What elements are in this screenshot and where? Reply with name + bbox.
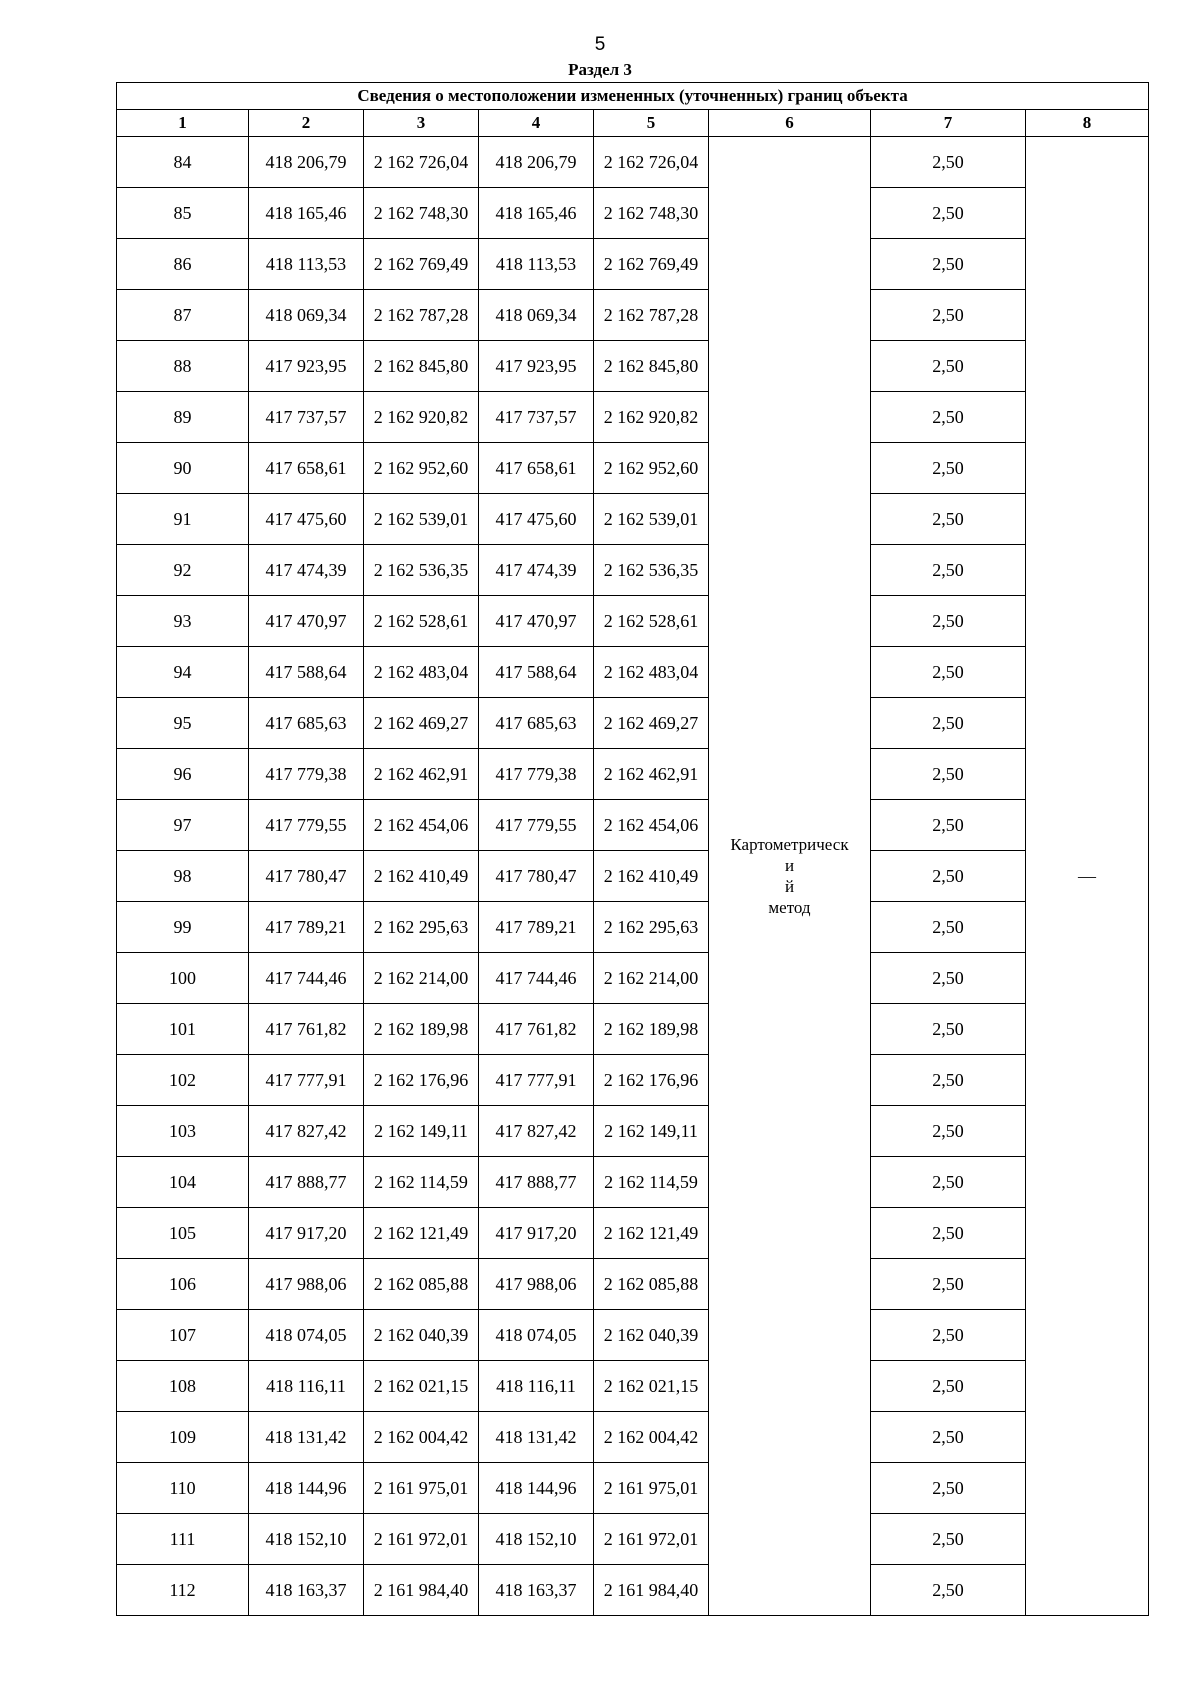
method-text-line: й	[784, 877, 795, 896]
x-new-cell: 417 923,95	[479, 341, 594, 392]
accuracy-cell: 2,50	[871, 647, 1026, 698]
x-new-cell: 418 116,11	[479, 1361, 594, 1412]
y-existing-cell: 2 162 769,49	[364, 239, 479, 290]
point-number-cell: 101	[117, 1004, 249, 1055]
column-number-5: 5	[594, 110, 709, 137]
y-existing-cell: 2 161 984,40	[364, 1565, 479, 1616]
x-existing-cell: 418 165,46	[249, 188, 364, 239]
accuracy-cell: 2,50	[871, 1055, 1026, 1106]
y-existing-cell: 2 162 021,15	[364, 1361, 479, 1412]
y-new-cell: 2 162 410,49	[594, 851, 709, 902]
x-existing-cell: 418 069,34	[249, 290, 364, 341]
point-number-cell: 99	[117, 902, 249, 953]
column-number-7: 7	[871, 110, 1026, 137]
column-number-row	[117, 110, 1149, 137]
y-new-cell: 2 162 769,49	[594, 239, 709, 290]
y-existing-cell: 2 162 748,30	[364, 188, 479, 239]
table-row	[117, 902, 1149, 953]
y-existing-cell: 2 162 454,06	[364, 800, 479, 851]
point-number-cell: 103	[117, 1106, 249, 1157]
table-row	[117, 1208, 1149, 1259]
y-existing-cell: 2 161 975,01	[364, 1463, 479, 1514]
table-row	[117, 647, 1149, 698]
accuracy-cell: 2,50	[871, 1208, 1026, 1259]
y-new-cell: 2 162 462,91	[594, 749, 709, 800]
y-new-cell: 2 161 972,01	[594, 1514, 709, 1565]
x-new-cell: 417 474,39	[479, 545, 594, 596]
accuracy-cell: 2,50	[871, 1259, 1026, 1310]
y-existing-cell: 2 162 214,00	[364, 953, 479, 1004]
y-existing-cell: 2 162 085,88	[364, 1259, 479, 1310]
table-row	[117, 1055, 1149, 1106]
accuracy-cell: 2,50	[871, 800, 1026, 851]
y-new-cell: 2 162 528,61	[594, 596, 709, 647]
point-number-cell: 85	[117, 188, 249, 239]
x-existing-cell: 417 779,38	[249, 749, 364, 800]
x-existing-cell: 417 780,47	[249, 851, 364, 902]
y-existing-cell: 2 162 295,63	[364, 902, 479, 953]
column-number-1: 1	[117, 110, 249, 137]
table-row	[117, 851, 1149, 902]
y-new-cell: 2 162 176,96	[594, 1055, 709, 1106]
method-text-line: метод	[768, 898, 811, 917]
x-new-cell: 418 152,10	[479, 1514, 594, 1565]
x-existing-cell: 417 917,20	[249, 1208, 364, 1259]
y-existing-cell: 2 162 483,04	[364, 647, 479, 698]
point-number-cell: 86	[117, 239, 249, 290]
y-new-cell: 2 162 295,63	[594, 902, 709, 953]
accuracy-cell: 2,50	[871, 1310, 1026, 1361]
point-number-cell: 97	[117, 800, 249, 851]
point-number-cell: 111	[117, 1514, 249, 1565]
table-row	[117, 341, 1149, 392]
x-existing-cell: 417 744,46	[249, 953, 364, 1004]
accuracy-cell: 2,50	[871, 698, 1026, 749]
y-existing-cell: 2 162 952,60	[364, 443, 479, 494]
x-existing-cell: 417 789,21	[249, 902, 364, 953]
x-new-cell: 418 206,79	[479, 137, 594, 188]
y-existing-cell: 2 162 462,91	[364, 749, 479, 800]
y-new-cell: 2 162 726,04	[594, 137, 709, 188]
table-row	[117, 1310, 1149, 1361]
x-existing-cell: 417 658,61	[249, 443, 364, 494]
y-new-cell: 2 162 214,00	[594, 953, 709, 1004]
x-existing-cell: 418 113,53	[249, 239, 364, 290]
x-new-cell: 418 144,96	[479, 1463, 594, 1514]
x-existing-cell: 418 131,42	[249, 1412, 364, 1463]
accuracy-cell: 2,50	[871, 1157, 1026, 1208]
accuracy-cell: 2,50	[871, 1565, 1026, 1616]
table-row	[117, 953, 1149, 1004]
table-row	[117, 1463, 1149, 1514]
y-new-cell: 2 162 845,80	[594, 341, 709, 392]
accuracy-cell: 2,50	[871, 290, 1026, 341]
y-new-cell: 2 162 483,04	[594, 647, 709, 698]
point-number-cell: 102	[117, 1055, 249, 1106]
y-existing-cell: 2 162 845,80	[364, 341, 479, 392]
point-number-cell: 104	[117, 1157, 249, 1208]
point-number-cell: 96	[117, 749, 249, 800]
accuracy-cell: 2,50	[871, 545, 1026, 596]
column-number-6: 6	[709, 110, 871, 137]
x-existing-cell: 417 737,57	[249, 392, 364, 443]
x-new-cell: 417 779,38	[479, 749, 594, 800]
y-new-cell: 2 162 004,42	[594, 1412, 709, 1463]
y-new-cell: 2 162 536,35	[594, 545, 709, 596]
y-existing-cell: 2 162 189,98	[364, 1004, 479, 1055]
column8-cell: —	[1026, 137, 1149, 1616]
column-number-2: 2	[249, 110, 364, 137]
accuracy-cell: 2,50	[871, 1412, 1026, 1463]
y-new-cell: 2 162 121,49	[594, 1208, 709, 1259]
table-row	[117, 545, 1149, 596]
x-new-cell: 418 131,42	[479, 1412, 594, 1463]
x-new-cell: 417 988,06	[479, 1259, 594, 1310]
accuracy-cell: 2,50	[871, 1361, 1026, 1412]
x-existing-cell: 417 475,60	[249, 494, 364, 545]
y-existing-cell: 2 162 149,11	[364, 1106, 479, 1157]
point-number-cell: 100	[117, 953, 249, 1004]
accuracy-cell: 2,50	[871, 494, 1026, 545]
point-number-cell: 108	[117, 1361, 249, 1412]
point-number-cell: 91	[117, 494, 249, 545]
x-new-cell: 417 827,42	[479, 1106, 594, 1157]
table-row	[117, 1514, 1149, 1565]
column-number-8: 8	[1026, 110, 1149, 137]
x-existing-cell: 418 152,10	[249, 1514, 364, 1565]
x-existing-cell: 417 761,82	[249, 1004, 364, 1055]
x-new-cell: 418 163,37	[479, 1565, 594, 1616]
table-row	[117, 596, 1149, 647]
x-existing-cell: 417 923,95	[249, 341, 364, 392]
point-number-cell: 90	[117, 443, 249, 494]
y-existing-cell: 2 162 040,39	[364, 1310, 479, 1361]
accuracy-cell: 2,50	[871, 239, 1026, 290]
table-row	[117, 749, 1149, 800]
page-number: 5	[594, 34, 606, 55]
section-title: Раздел 3	[568, 60, 632, 79]
method-text-line: и	[784, 856, 795, 875]
y-new-cell: 2 162 539,01	[594, 494, 709, 545]
x-existing-cell: 418 206,79	[249, 137, 364, 188]
table-row	[117, 1412, 1149, 1463]
point-number-cell: 98	[117, 851, 249, 902]
table-row	[117, 1157, 1149, 1208]
x-existing-cell: 418 144,96	[249, 1463, 364, 1514]
accuracy-cell: 2,50	[871, 188, 1026, 239]
y-new-cell: 2 162 021,15	[594, 1361, 709, 1412]
table-row	[117, 698, 1149, 749]
y-existing-cell: 2 162 114,59	[364, 1157, 479, 1208]
table-body	[117, 137, 1149, 1616]
accuracy-cell: 2,50	[871, 1004, 1026, 1055]
point-number-cell: 89	[117, 392, 249, 443]
y-existing-cell: 2 162 536,35	[364, 545, 479, 596]
table-row	[117, 1565, 1149, 1616]
y-existing-cell: 2 162 787,28	[364, 290, 479, 341]
accuracy-cell: 2,50	[871, 137, 1026, 188]
x-new-cell: 417 658,61	[479, 443, 594, 494]
y-new-cell: 2 162 454,06	[594, 800, 709, 851]
x-new-cell: 418 069,34	[479, 290, 594, 341]
y-new-cell: 2 162 040,39	[594, 1310, 709, 1361]
y-existing-cell: 2 162 726,04	[364, 137, 479, 188]
x-existing-cell: 417 474,39	[249, 545, 364, 596]
accuracy-cell: 2,50	[871, 392, 1026, 443]
x-new-cell: 417 685,63	[479, 698, 594, 749]
table-caption: Сведения о местоположении измененных (уточненных) границ объекта	[117, 83, 1149, 110]
point-number-cell: 112	[117, 1565, 249, 1616]
x-existing-cell: 417 888,77	[249, 1157, 364, 1208]
y-new-cell: 2 162 920,82	[594, 392, 709, 443]
accuracy-cell: 2,50	[871, 1514, 1026, 1565]
point-number-cell: 107	[117, 1310, 249, 1361]
table-row	[117, 239, 1149, 290]
y-new-cell: 2 161 984,40	[594, 1565, 709, 1616]
x-existing-cell: 417 777,91	[249, 1055, 364, 1106]
column-number-4: 4	[479, 110, 594, 137]
x-new-cell: 417 780,47	[479, 851, 594, 902]
accuracy-cell: 2,50	[871, 1106, 1026, 1157]
method-cell	[709, 137, 871, 1616]
point-number-cell: 94	[117, 647, 249, 698]
x-new-cell: 417 470,97	[479, 596, 594, 647]
x-existing-cell: 417 470,97	[249, 596, 364, 647]
y-new-cell: 2 162 952,60	[594, 443, 709, 494]
accuracy-cell: 2,50	[871, 749, 1026, 800]
y-existing-cell: 2 162 176,96	[364, 1055, 479, 1106]
y-new-cell: 2 162 085,88	[594, 1259, 709, 1310]
point-number-cell: 106	[117, 1259, 249, 1310]
accuracy-cell: 2,50	[871, 443, 1026, 494]
x-existing-cell: 417 779,55	[249, 800, 364, 851]
table-row	[117, 1106, 1149, 1157]
x-new-cell: 417 737,57	[479, 392, 594, 443]
table-row	[117, 443, 1149, 494]
accuracy-cell: 2,50	[871, 1463, 1026, 1514]
method-text-line: Картометрическ	[730, 835, 849, 854]
y-new-cell: 2 162 149,11	[594, 1106, 709, 1157]
x-existing-cell: 417 988,06	[249, 1259, 364, 1310]
x-existing-cell: 418 116,11	[249, 1361, 364, 1412]
x-new-cell: 417 888,77	[479, 1157, 594, 1208]
point-number-cell: 84	[117, 137, 249, 188]
y-new-cell: 2 162 114,59	[594, 1157, 709, 1208]
x-new-cell: 417 779,55	[479, 800, 594, 851]
point-number-cell: 88	[117, 341, 249, 392]
x-new-cell: 417 777,91	[479, 1055, 594, 1106]
x-existing-cell: 417 827,42	[249, 1106, 364, 1157]
table-row	[117, 392, 1149, 443]
x-new-cell: 417 475,60	[479, 494, 594, 545]
point-number-cell: 95	[117, 698, 249, 749]
table-row	[117, 188, 1149, 239]
y-new-cell: 2 161 975,01	[594, 1463, 709, 1514]
table-row	[117, 290, 1149, 341]
y-existing-cell: 2 162 920,82	[364, 392, 479, 443]
x-new-cell: 418 165,46	[479, 188, 594, 239]
y-existing-cell: 2 162 539,01	[364, 494, 479, 545]
table-row	[117, 1259, 1149, 1310]
table-row	[117, 137, 1149, 188]
x-existing-cell: 418 074,05	[249, 1310, 364, 1361]
accuracy-cell: 2,50	[871, 851, 1026, 902]
y-existing-cell: 2 161 972,01	[364, 1514, 479, 1565]
x-new-cell: 417 917,20	[479, 1208, 594, 1259]
accuracy-cell: 2,50	[871, 953, 1026, 1004]
x-existing-cell: 417 588,64	[249, 647, 364, 698]
column-number-3: 3	[364, 110, 479, 137]
y-new-cell: 2 162 748,30	[594, 188, 709, 239]
x-new-cell: 417 761,82	[479, 1004, 594, 1055]
y-existing-cell: 2 162 528,61	[364, 596, 479, 647]
y-existing-cell: 2 162 469,27	[364, 698, 479, 749]
x-new-cell: 418 074,05	[479, 1310, 594, 1361]
y-existing-cell: 2 162 121,49	[364, 1208, 479, 1259]
table-row	[117, 1004, 1149, 1055]
point-number-cell: 110	[117, 1463, 249, 1514]
point-number-cell: 93	[117, 596, 249, 647]
x-existing-cell: 417 685,63	[249, 698, 364, 749]
point-number-cell: 105	[117, 1208, 249, 1259]
boundary-coordinates-table	[116, 82, 1149, 1616]
y-existing-cell: 2 162 004,42	[364, 1412, 479, 1463]
accuracy-cell: 2,50	[871, 341, 1026, 392]
y-new-cell: 2 162 787,28	[594, 290, 709, 341]
y-new-cell: 2 162 189,98	[594, 1004, 709, 1055]
x-new-cell: 417 789,21	[479, 902, 594, 953]
point-number-cell: 87	[117, 290, 249, 341]
point-number-cell: 109	[117, 1412, 249, 1463]
x-new-cell: 417 588,64	[479, 647, 594, 698]
table-row	[117, 494, 1149, 545]
table-row	[117, 800, 1149, 851]
accuracy-cell: 2,50	[871, 902, 1026, 953]
table-row	[117, 1361, 1149, 1412]
x-existing-cell: 418 163,37	[249, 1565, 364, 1616]
point-number-cell: 92	[117, 545, 249, 596]
accuracy-cell: 2,50	[871, 596, 1026, 647]
x-new-cell: 417 744,46	[479, 953, 594, 1004]
x-new-cell: 418 113,53	[479, 239, 594, 290]
y-existing-cell: 2 162 410,49	[364, 851, 479, 902]
y-new-cell: 2 162 469,27	[594, 698, 709, 749]
